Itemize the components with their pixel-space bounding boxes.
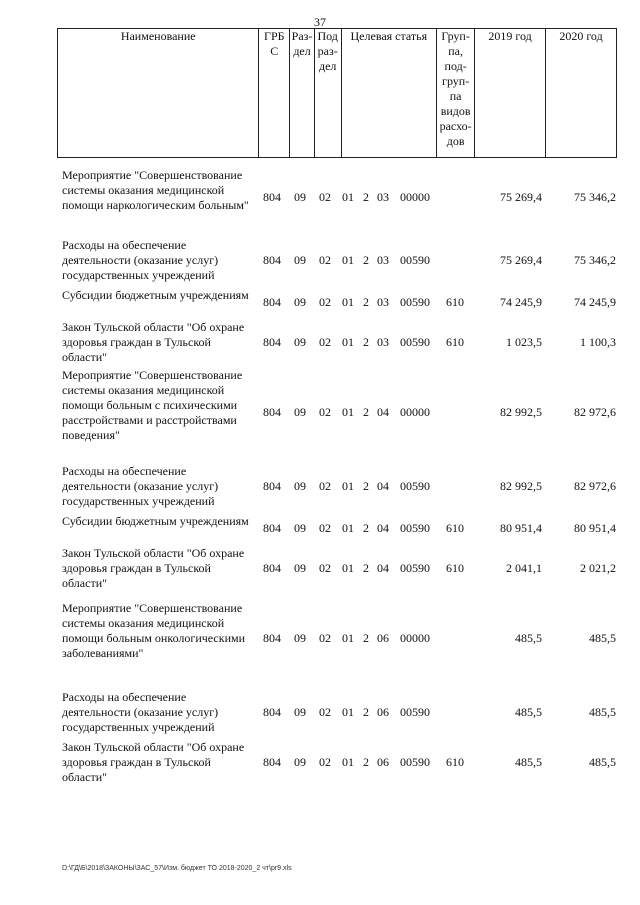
cell-pr: 02 bbox=[319, 755, 331, 769]
cell-t2: 2 bbox=[363, 190, 369, 204]
header-2020: 2020 год bbox=[546, 29, 617, 158]
cell-y2019: 75 269,4 bbox=[500, 190, 542, 204]
header-name: Наименование bbox=[58, 29, 259, 158]
page-number: 37 bbox=[314, 15, 326, 29]
cell-t1: 01 bbox=[342, 521, 354, 535]
cell-t4: 00590 bbox=[400, 295, 430, 309]
cell-t3: 03 bbox=[377, 335, 389, 349]
cell-rz: 09 bbox=[294, 521, 306, 535]
cell-t2: 2 bbox=[363, 561, 369, 575]
cell-y2019: 485,5 bbox=[515, 705, 542, 719]
cell-y2020: 75 346,2 bbox=[574, 190, 616, 204]
cell-y2019: 82 992,5 bbox=[500, 405, 542, 419]
cell-t4: 00000 bbox=[400, 190, 430, 204]
cell-t1: 01 bbox=[342, 561, 354, 575]
cell-t3: 06 bbox=[377, 631, 389, 645]
cell-t3: 04 bbox=[377, 479, 389, 493]
header-grbs: ГРБ С bbox=[259, 29, 290, 158]
cell-pr: 02 bbox=[319, 521, 331, 535]
cell-grbs: 804 bbox=[263, 335, 281, 349]
cell-t3: 04 bbox=[377, 561, 389, 575]
cell-y2019: 2 041,1 bbox=[506, 561, 542, 575]
cell-grbs: 804 bbox=[263, 631, 281, 645]
cell-pr: 02 bbox=[319, 705, 331, 719]
cell-y2019: 82 992,5 bbox=[500, 479, 542, 493]
cell-t4: 00590 bbox=[400, 335, 430, 349]
cell-y2019: 80 951,4 bbox=[500, 521, 542, 535]
cell-grbs: 804 bbox=[263, 755, 281, 769]
cell-rz: 09 bbox=[294, 253, 306, 267]
cell-pr: 02 bbox=[319, 405, 331, 419]
cell-pr: 02 bbox=[319, 295, 331, 309]
cell-t2: 2 bbox=[363, 295, 369, 309]
cell-t3: 04 bbox=[377, 405, 389, 419]
cell-rz: 09 bbox=[294, 561, 306, 575]
cell-rz: 09 bbox=[294, 479, 306, 493]
cell-grbs: 804 bbox=[263, 190, 281, 204]
header-group: Груп- па, под- груп- па видов расхо- дов bbox=[437, 29, 475, 158]
row-name: Закон Тульской области "Об охране здоровья граждан в Тульской области" bbox=[62, 740, 245, 784]
cell-y2020: 485,5 bbox=[589, 631, 616, 645]
file-path-footer: D:\ГД\Б\2018\ЗАКОНЫ\ЗАС_57\Изм. бюджет ТО 2018-2020_2 чт\pr9.xls bbox=[62, 865, 292, 872]
cell-t4: 00590 bbox=[400, 705, 430, 719]
cell-t4: 00000 bbox=[400, 405, 430, 419]
cell-rz: 09 bbox=[294, 295, 306, 309]
row-name: Мероприятие "Совершенствование системы оказания медицинской помощи больным онкологическими заболеваниями" bbox=[62, 601, 246, 660]
cell-t2: 2 bbox=[363, 253, 369, 267]
cell-rz: 09 bbox=[294, 705, 306, 719]
cell-rz: 09 bbox=[294, 405, 306, 419]
cell-t3: 03 bbox=[377, 295, 389, 309]
row-name: Субсидии бюджетным учреждениям bbox=[62, 288, 249, 302]
cell-t4: 00590 bbox=[400, 755, 430, 769]
cell-grbs: 804 bbox=[263, 479, 281, 493]
cell-rz: 09 bbox=[294, 335, 306, 349]
row-name: Расходы на обеспечение деятельности (оказание услуг) государственных учреждений bbox=[62, 238, 219, 282]
cell-pr: 02 bbox=[319, 561, 331, 575]
cell-vr: 610 bbox=[446, 335, 464, 349]
header-podrazdel: Под раз- дел bbox=[314, 29, 341, 158]
cell-rz: 09 bbox=[294, 190, 306, 204]
cell-grbs: 804 bbox=[263, 521, 281, 535]
cell-pr: 02 bbox=[319, 190, 331, 204]
cell-pr: 02 bbox=[319, 631, 331, 645]
cell-t4: 00590 bbox=[400, 561, 430, 575]
row-name: Мероприятие "Совершенствование системы оказания медицинской помощи наркологическим больным" bbox=[62, 168, 249, 212]
cell-vr: 610 bbox=[446, 561, 464, 575]
cell-pr: 02 bbox=[319, 253, 331, 267]
cell-y2020: 485,5 bbox=[589, 705, 616, 719]
cell-y2020: 80 951,4 bbox=[574, 521, 616, 535]
cell-y2019: 75 269,4 bbox=[500, 253, 542, 267]
cell-t1: 01 bbox=[342, 631, 354, 645]
cell-t3: 06 bbox=[377, 755, 389, 769]
cell-y2019: 74 245,9 bbox=[500, 295, 542, 309]
row-name: Мероприятие "Совершенствование системы оказания медицинской помощи больным с психическими расстройствами и расстройствами поведения" bbox=[62, 368, 243, 442]
cell-t3: 03 bbox=[377, 253, 389, 267]
row-name: Субсидии бюджетным учреждениям bbox=[62, 514, 249, 528]
cell-t1: 01 bbox=[342, 190, 354, 204]
cell-vr: 610 bbox=[446, 755, 464, 769]
cell-grbs: 804 bbox=[263, 295, 281, 309]
cell-y2019: 485,5 bbox=[515, 755, 542, 769]
cell-t2: 2 bbox=[363, 705, 369, 719]
cell-y2020: 1 100,3 bbox=[580, 335, 616, 349]
cell-pr: 02 bbox=[319, 479, 331, 493]
cell-t2: 2 bbox=[363, 335, 369, 349]
cell-t2: 2 bbox=[363, 631, 369, 645]
cell-t4: 00590 bbox=[400, 521, 430, 535]
cell-rz: 09 bbox=[294, 631, 306, 645]
cell-t4: 00590 bbox=[400, 253, 430, 267]
row-name: Расходы на обеспечение деятельности (оказание услуг) государственных учреждений bbox=[62, 690, 219, 734]
cell-t3: 03 bbox=[377, 190, 389, 204]
cell-t1: 01 bbox=[342, 755, 354, 769]
cell-y2020: 82 972,6 bbox=[574, 405, 616, 419]
cell-t4: 00000 bbox=[400, 631, 430, 645]
cell-y2020: 74 245,9 bbox=[574, 295, 616, 309]
cell-t1: 01 bbox=[342, 295, 354, 309]
cell-t4: 00590 bbox=[400, 479, 430, 493]
cell-t1: 01 bbox=[342, 479, 354, 493]
cell-t1: 01 bbox=[342, 705, 354, 719]
table-header bbox=[57, 28, 617, 158]
cell-pr: 02 bbox=[319, 335, 331, 349]
cell-grbs: 804 bbox=[263, 561, 281, 575]
cell-y2019: 1 023,5 bbox=[506, 335, 542, 349]
cell-t3: 06 bbox=[377, 705, 389, 719]
cell-y2020: 2 021,2 bbox=[580, 561, 616, 575]
header-2019: 2019 год bbox=[475, 29, 546, 158]
cell-y2019: 485,5 bbox=[515, 631, 542, 645]
cell-t2: 2 bbox=[363, 479, 369, 493]
cell-t3: 04 bbox=[377, 521, 389, 535]
cell-t1: 01 bbox=[342, 405, 354, 419]
cell-t1: 01 bbox=[342, 253, 354, 267]
cell-grbs: 804 bbox=[263, 405, 281, 419]
cell-t2: 2 bbox=[363, 521, 369, 535]
cell-rz: 09 bbox=[294, 755, 306, 769]
row-name: Закон Тульской области "Об охране здоровья граждан в Тульской области" bbox=[62, 320, 245, 364]
cell-grbs: 804 bbox=[263, 253, 281, 267]
header-razdel: Раз- дел bbox=[290, 29, 315, 158]
cell-grbs: 804 bbox=[263, 705, 281, 719]
cell-t2: 2 bbox=[363, 405, 369, 419]
cell-vr: 610 bbox=[446, 521, 464, 535]
cell-t2: 2 bbox=[363, 755, 369, 769]
row-name: Расходы на обеспечение деятельности (оказание услуг) государственных учреждений bbox=[62, 464, 219, 508]
cell-y2020: 75 346,2 bbox=[574, 253, 616, 267]
cell-vr: 610 bbox=[446, 295, 464, 309]
row-name: Закон Тульской области "Об охране здоровья граждан в Тульской области" bbox=[62, 546, 245, 590]
cell-y2020: 82 972,6 bbox=[574, 479, 616, 493]
header-target: Целевая статья bbox=[341, 29, 437, 158]
cell-t1: 01 bbox=[342, 335, 354, 349]
cell-y2020: 485,5 bbox=[589, 755, 616, 769]
